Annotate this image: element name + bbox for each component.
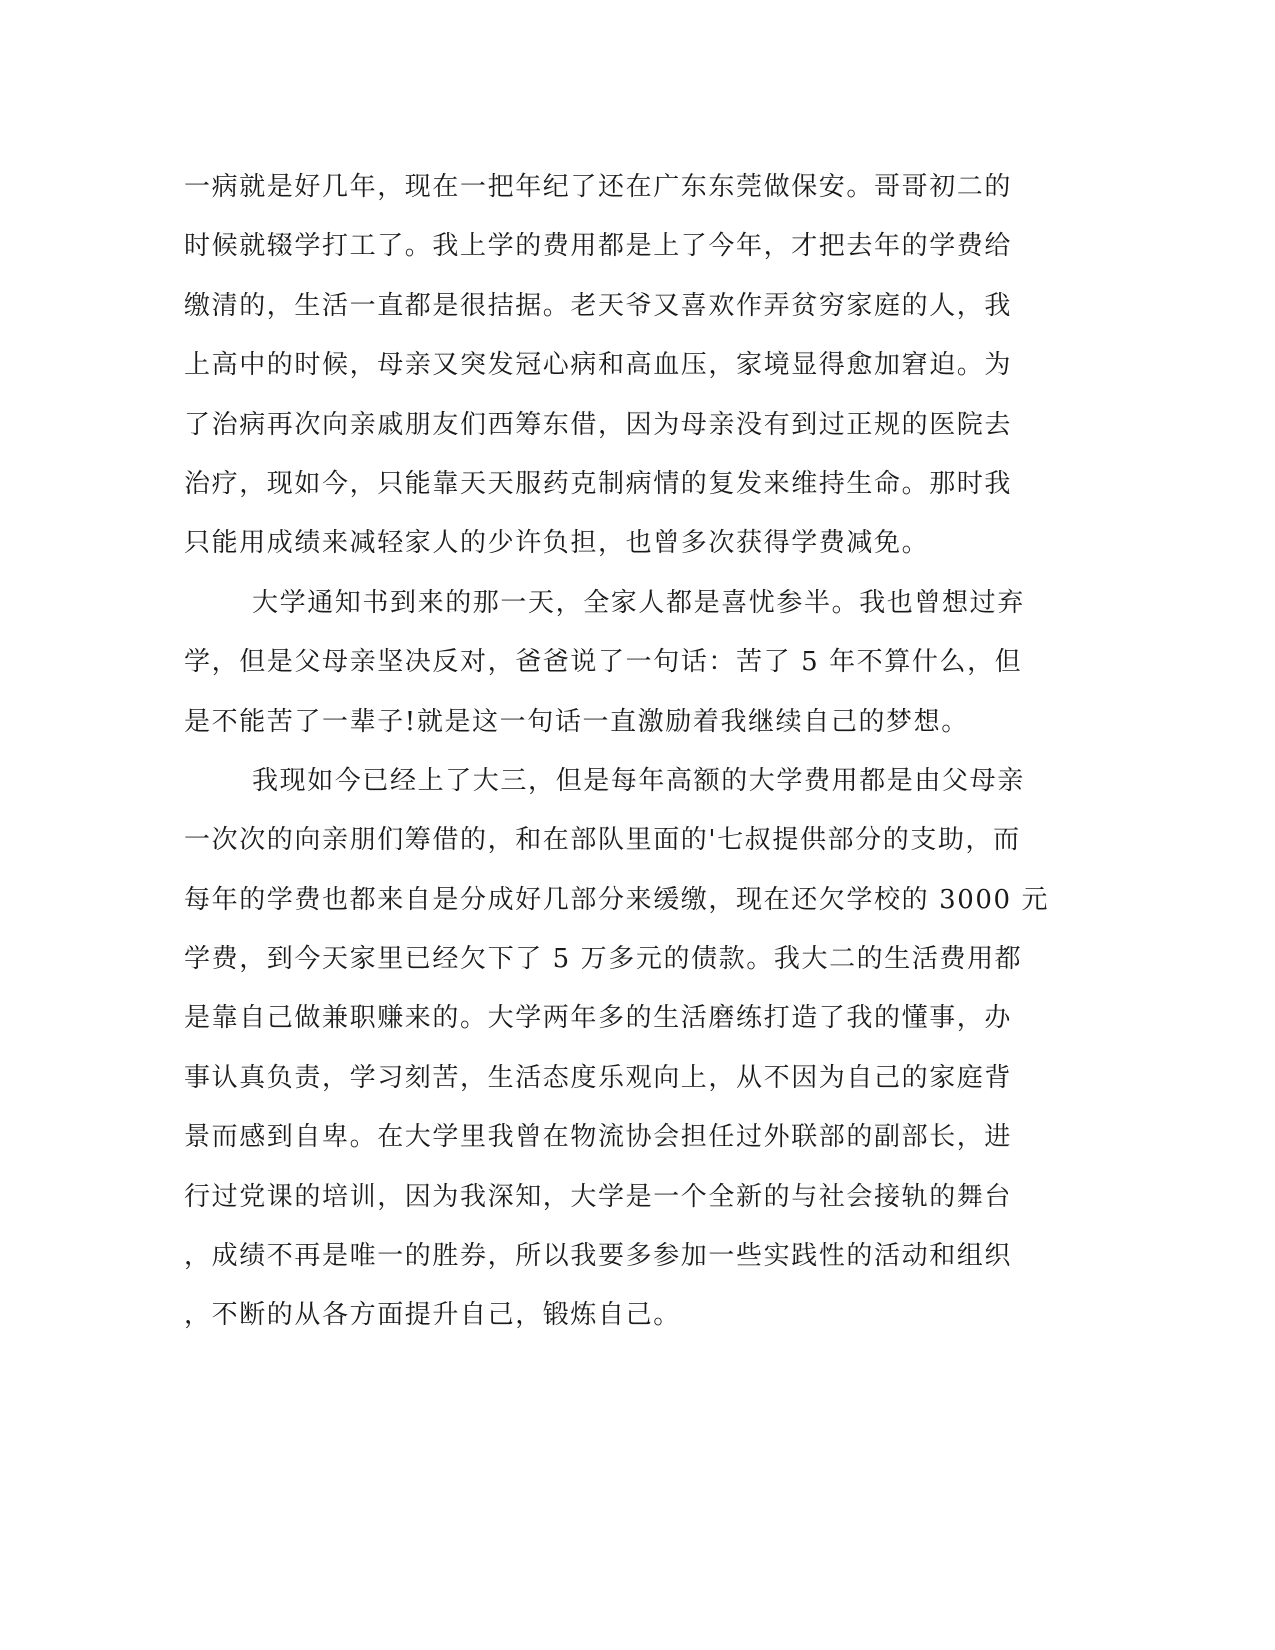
text-line: ，成绩不再是唯一的胜券，所以我要多参加一些实践性的活动和组织: [184, 1241, 1013, 1272]
text-line: ，不断的从各方面提升自己，锻炼自己。: [184, 1300, 681, 1331]
text-line: 一次次的向亲朋们筹借的，和在部队里面的'七叔提供部分的支助，而: [184, 825, 1021, 856]
text-line: 学费，到今天家里已经欠下了 5 万多元的债款。我大二的生活费用都: [184, 944, 1023, 975]
text-line: 上高中的时候，母亲又突发冠心病和高血压，家境显得愈加窘迫。为: [184, 350, 1013, 381]
text-line: 是靠自己做兼职赚来的。大学两年多的生活磨练打造了我的懂事，办: [184, 1003, 1013, 1034]
text-line: 学，但是父母亲坚决反对，爸爸说了一句话：苦了 5 年不算什么，但: [184, 647, 1023, 678]
text-line: 一病就是好几年，现在一把年纪了还在广东东莞做保安。哥哥初二的: [184, 172, 1013, 202]
text-line: 缴清的，生活一直都是很拮据。老天爷又喜欢作弄贫穷家庭的人，我: [184, 290, 1013, 321]
text-line: 了治病再次向亲戚朋友们西筹东借，因为母亲没有到过正规的医院去: [184, 409, 1013, 440]
text-line: 治疗，现如今，只能靠天天服药克制病情的复发来维持生命。那时我: [184, 468, 1013, 499]
paragraph-start-line: 我现如今已经上了大三，但是每年高额的大学费用都是由父母亲: [252, 765, 1025, 796]
text-line: 景而感到自卑。在大学里我曾在物流协会担任过外联部的副部长，进: [184, 1122, 1013, 1153]
text-line: 时候就辍学打工了。我上学的费用都是上了今年，才把去年的学费给: [184, 231, 1013, 262]
paragraph-start-line: 大学通知书到来的那一天，全家人都是喜忧参半。我也曾想过弃: [252, 587, 1025, 618]
text-line: 事认真负责，学习刻苦，生活态度乐观向上，从不因为自己的家庭背: [184, 1062, 1013, 1093]
text-line: 每年的学费也都来自是分成好几部分来缓缴，现在还欠学校的 3000 元: [184, 884, 1050, 915]
text-line: 是不能苦了一辈子!就是这一句话一直激励着我继续自己的梦想。: [184, 706, 969, 737]
text-line: 行过党课的培训，因为我深知，大学是一个全新的与社会接轨的舞台: [184, 1181, 1013, 1212]
body-text: [184, 158, 1064, 1346]
text-line: 只能用成绩来减轻家人的少许负担，也曾多次获得学费减免。: [184, 528, 930, 559]
